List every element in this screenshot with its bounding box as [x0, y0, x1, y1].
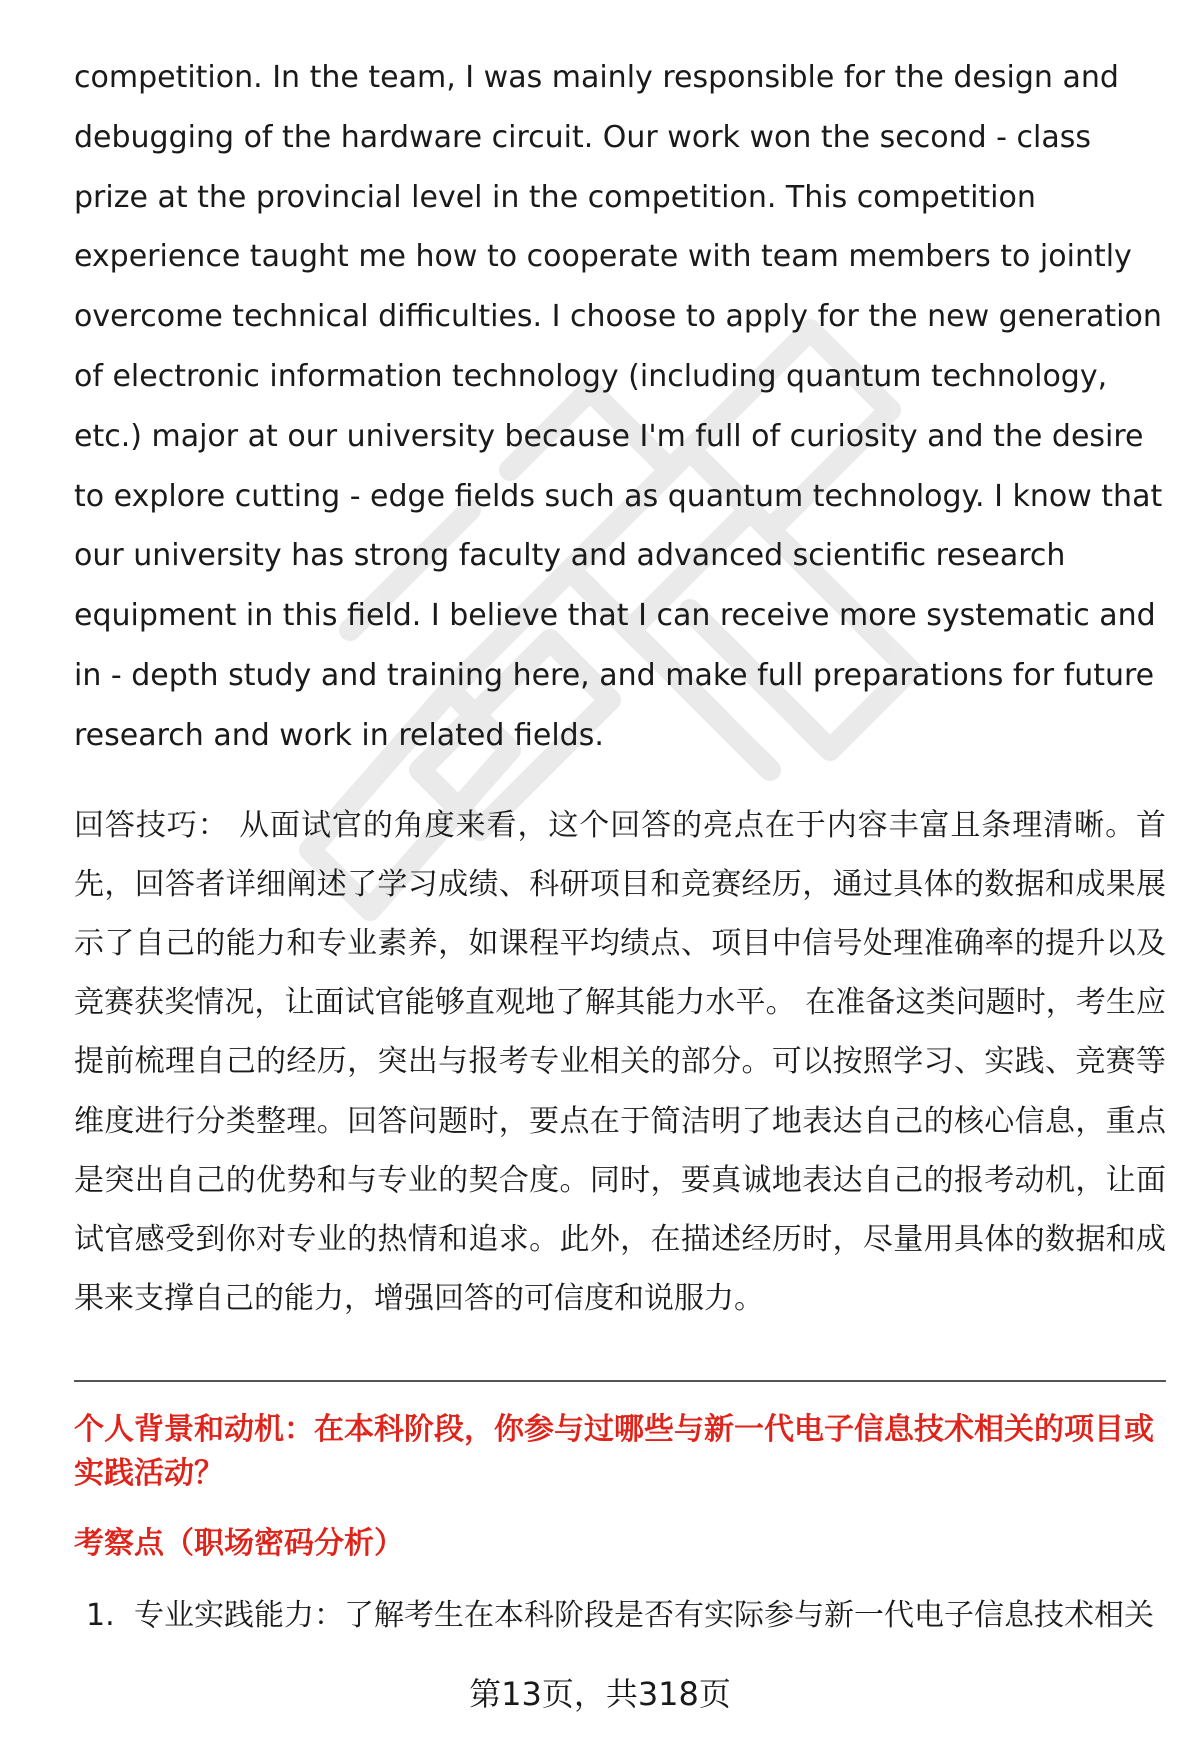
question-heading: 个人背景和动机：在本科阶段，你参与过哪些与新一代电子信息技术相关的项目或实践活动？	[74, 1412, 1154, 1492]
section-divider	[74, 1380, 1166, 1382]
tips-label: 回答技巧：	[74, 807, 229, 843]
section-title: 考察点（职场密码分析）	[74, 1526, 404, 1562]
list-item-number: 1.	[86, 1598, 115, 1634]
answer-paragraph: competition. In the team, I was mainly responsible for the design and debugging of the hardware circuit. Our work won the second - class prize at the provincial level in the competition. This competition experience taught me how to cooperate with team members to jointly overcome technical difficulties. I choose to apply for the new generation of electronic information technology (including quantum technology, etc.) major at our university because I'm full of curiosity and the desire to explore cutting - edge fields such as quantum technology. I know that our university has strong faculty and advanced scientific research equipment in this field. I believe that I can receive more systematic and in - depth study and training here, and make full preparations for future research and work in related fields.	[74, 60, 1163, 753]
answer-tips-paragraph	[74, 796, 1166, 1329]
page-footer: 第13页，共318页	[469, 1675, 731, 1713]
list-item-text: 专业实践能力：了解考生在本科阶段是否有实际参与新一代电子信息技术相关	[134, 1598, 1154, 1634]
document-page	[74, 48, 1166, 1638]
tips-text: 从面试官的角度来看，这个回答的亮点在于内容丰富且条理清晰。首先，回答者详细阐述了学习成绩、科研项目和竞赛经历，通过具体的数据和成果展示了自己的能力和专业素养，如课程平均绩点、项目中信号处理准确率的提升以及竞赛获奖情况，让面试官能够直观地了解其能力水平。 在准备这类问题时，考生应提前梳理自己的经历，突出与报考专业相关的部分。可以按照学习、实践、竞赛等维度进行分类整理。回答问题时，要点在于简洁明了地表达自己的核心信息，重点是突出自己的优势和与专业的契合度。同时，要真诚地表达自己的报考动机，让面试官感受到你对专业的热情和追求。此外，在描述经历时，尽量用具体的数据和成果来支撑自己的能力，增强回答的可信度和说服力。	[74, 807, 1166, 1317]
list-item	[74, 1594, 1166, 1638]
assessment-list	[74, 1594, 1166, 1638]
